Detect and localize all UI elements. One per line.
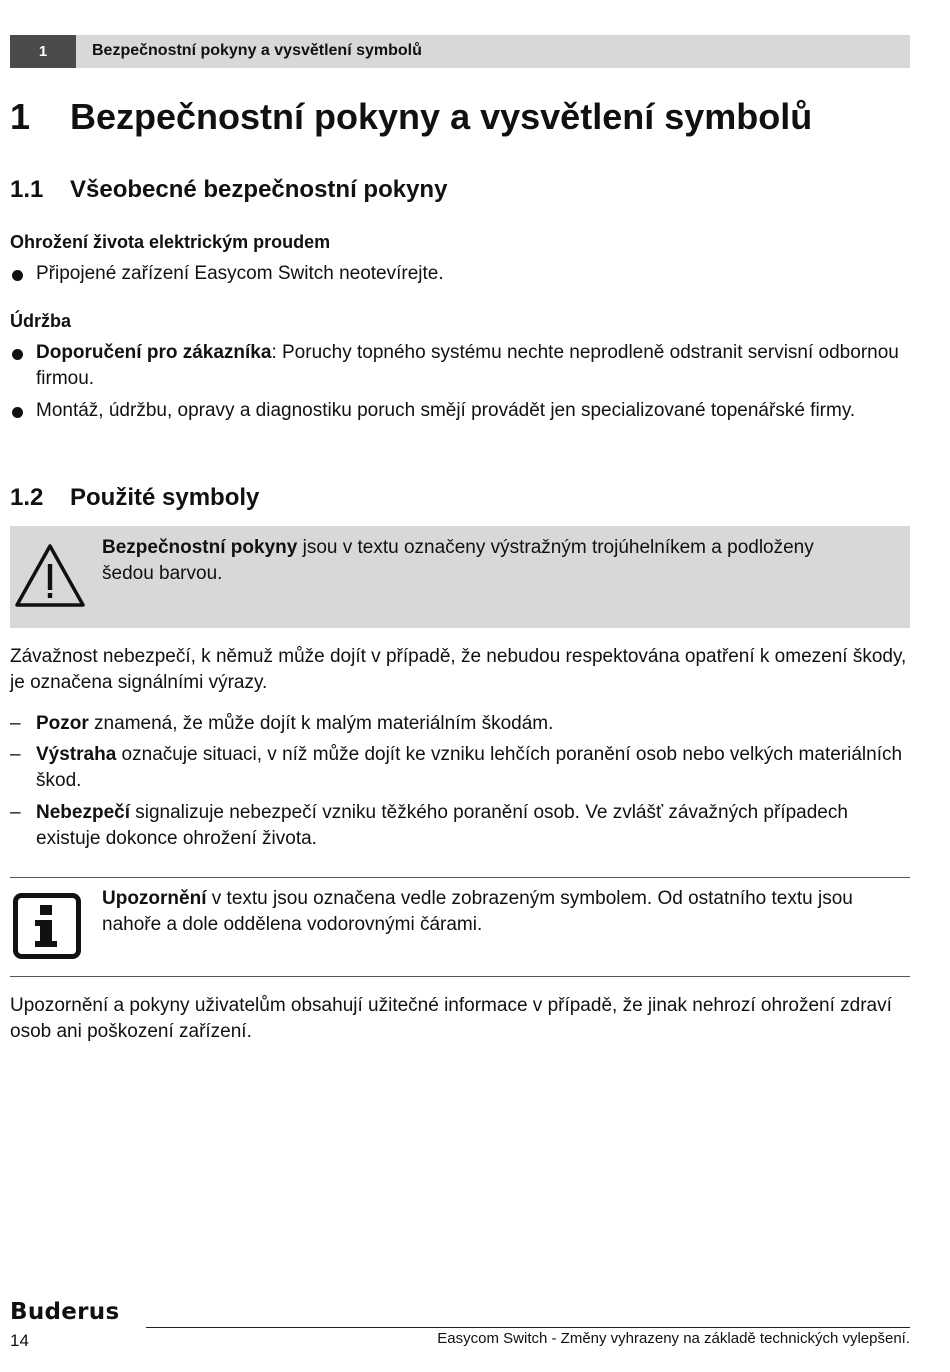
info-notice-bold: Upozornění (102, 888, 207, 909)
bullet-text: Montáž, údržbu, opravy a diagnostiku poruch smějí provádět jen specializované topenářské firmy. (36, 400, 856, 421)
list-item (10, 800, 910, 852)
list-item (10, 742, 910, 794)
chapter-heading-number: 1 (10, 96, 31, 137)
bullet-dot (12, 270, 23, 281)
divider (10, 877, 910, 878)
footer-divider (146, 1327, 910, 1328)
brand-logo: Buderus (10, 1299, 120, 1325)
bullet-dot (12, 407, 23, 418)
bullet-text: Připojené zařízení Easycom Switch neotevírejte. (36, 263, 444, 284)
bullet-bold-text: Doporučení pro zákazníka (36, 342, 272, 363)
bullet-dot (12, 349, 23, 360)
section-number: 1.2 (10, 484, 44, 511)
header-chapter-title: Bezpečnostní pokyny a vysvětlení symbolů (92, 42, 422, 59)
list-item (10, 340, 910, 392)
safety-notice-rest: jsou v textu označeny výstražným trojúhelníkem a podloženy šedou barvou. (102, 537, 814, 584)
paragraph-notes: Upozornění a pokyny uživatelům obsahují užitečné informace v případě, že jinak nehrozí ohrožení zdraví osob ani poškození zařízení. (10, 995, 892, 1042)
dash-mark: – (10, 802, 21, 823)
list-item (10, 711, 910, 737)
dash-mark: – (10, 713, 21, 734)
dash-mark: – (10, 744, 21, 765)
signal-word: Pozor (36, 713, 89, 734)
section-heading-1-2 (10, 484, 259, 512)
section-title: Použité symboly (70, 484, 260, 511)
divider (10, 976, 910, 977)
signal-word-description: signalizuje nebezpečí vzniku těžkého poranění osob. Ve zvlášť závažných případech existuje dokonce ohrožení života. (36, 802, 848, 849)
list-item (10, 261, 910, 287)
safety-notice-bold: Bezpečnostní pokyny (102, 537, 298, 558)
section-heading-1-1 (10, 176, 447, 204)
chapter-heading-title: Bezpečnostní pokyny a vysvětlení symbolů (70, 96, 813, 137)
info-notice-text (102, 886, 902, 938)
signal-word-description: označuje situaci, v níž může dojít ke vzniku lehčích poranění osob nebo velkých materiálních škod. (36, 744, 903, 791)
warning-triangle-icon (14, 542, 86, 615)
subheading-maintenance: Údržba (10, 311, 72, 331)
subheading-electric-hazard: Ohrožení života elektrickým proudem (10, 232, 331, 252)
paragraph-signal-words: Závažnost nebezpečí, k němuž může dojít v případě, že nebudou respektována opatření k omezení škody, je označena signálními výrazy. (10, 646, 907, 693)
info-icon (13, 893, 81, 964)
signal-word: Nebezpečí (36, 802, 130, 823)
bullet-text: : Poruchy topného systému nechte neprodleně odstranit servisní odbornou firmou. (36, 342, 899, 389)
section-title: Všeobecné bezpečnostní pokyny (70, 176, 448, 203)
list-item (10, 398, 910, 424)
footer-note: Easycom Switch - Změny vyhrazeny na základě technických vylepšení. (437, 1330, 910, 1347)
chapter-heading (10, 96, 812, 138)
signal-word: Výstraha (36, 744, 117, 765)
running-header (10, 35, 910, 68)
info-notice-rest: v textu jsou označena vedle zobrazeným symbolem. Od ostatního textu jsou nahoře a dole oddělena vodorovnými čárami. (102, 888, 853, 935)
page-number: 14 (10, 1331, 29, 1350)
signal-word-description: znamená, že může dojít k malým materiálním škodám. (88, 713, 554, 734)
section-number: 1.1 (10, 176, 44, 203)
header-chapter-number: 1 (10, 35, 76, 68)
safety-notice-box (10, 526, 910, 628)
safety-notice-text (102, 535, 862, 587)
